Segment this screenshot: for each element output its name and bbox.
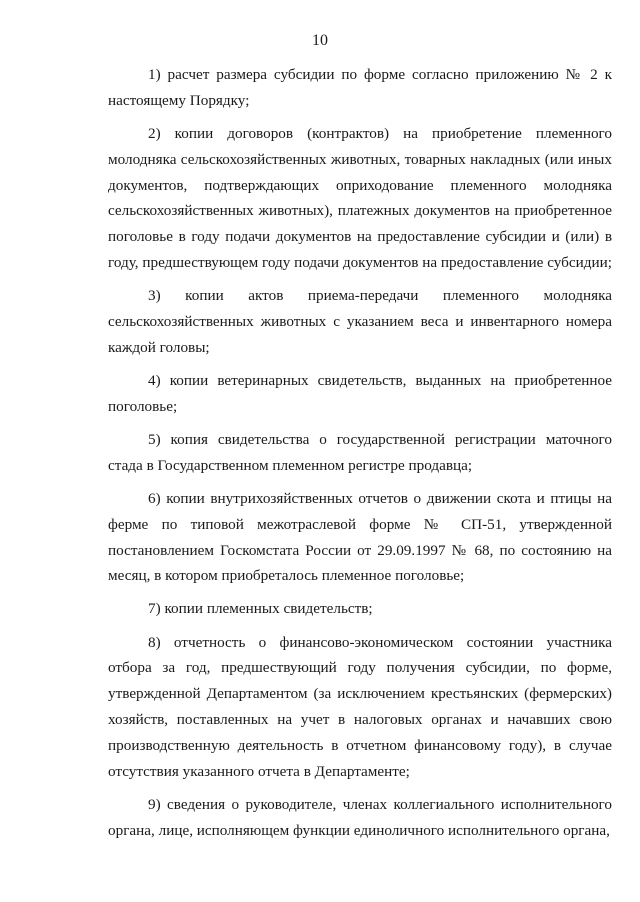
- page-number: 10: [312, 32, 328, 49]
- paragraph-item-4: 4) копии ветеринарных свидетельств, выданных на приобретенное поголовье;: [108, 371, 612, 415]
- paragraph-item-9: 9) сведения о руководителе, членах коллегиального исполнительного органа, лице, исполняющем функции единоличного исполнительного органа,: [108, 795, 612, 839]
- paragraph-item-7: 7) копии племенных свидетельств;: [148, 600, 373, 618]
- document-body: [108, 62, 612, 843]
- paragraph-item-3: 3) копии актов приема-передачи племенного молодняка сельскохозяйственных животных с указанием веса и инвентарного номера каждой головы;: [108, 287, 612, 356]
- paragraph-item-5: 5) копия свидетельства о государственной регистрации маточного стада в Государственном племенном регистре продавца;: [108, 430, 612, 474]
- paragraph-item-1: 1) расчет размера субсидии по форме согласно приложению № 2 к настоящему Порядку;: [108, 66, 612, 109]
- paragraph-item-2: 2) копии договоров (контрактов) на приобретение племенного молодняка сельскохозяйственных животных, товарных накладных (или иных документов, подтверждающих оприходование племенного молодняка сельскохозяйственных животных), платежных документов на приобретенное поголовье в году подачи документов на предоставление субсидии и (или) в году, предшествующем году подачи документов на предоставление субсидии;: [108, 124, 612, 271]
- paragraph-item-6: 6) копии внутрихозяйственных отчетов о движении скота и птицы на ферме по типовой межотраслевой форме № СП-51, утвержденной постановлением Госкомстата России от 29.09.1997 № 68, по состоянию на месяц, в котором приобреталось племенное поголовье;: [108, 489, 612, 585]
- paragraph-item-8: 8) отчетность о финансово-экономическом состоянии участника отбора за год, предшествующий году получения субсидии, по форме, утвержденной Департаментом (за исключением крестьянских (фермерских) хозяйств, поставленных на учет в налоговых органах и начавших свою производственную деятельность в отчетном финансовому году), в случае отсутствия указанного отчета в Департаменте;: [108, 633, 612, 780]
